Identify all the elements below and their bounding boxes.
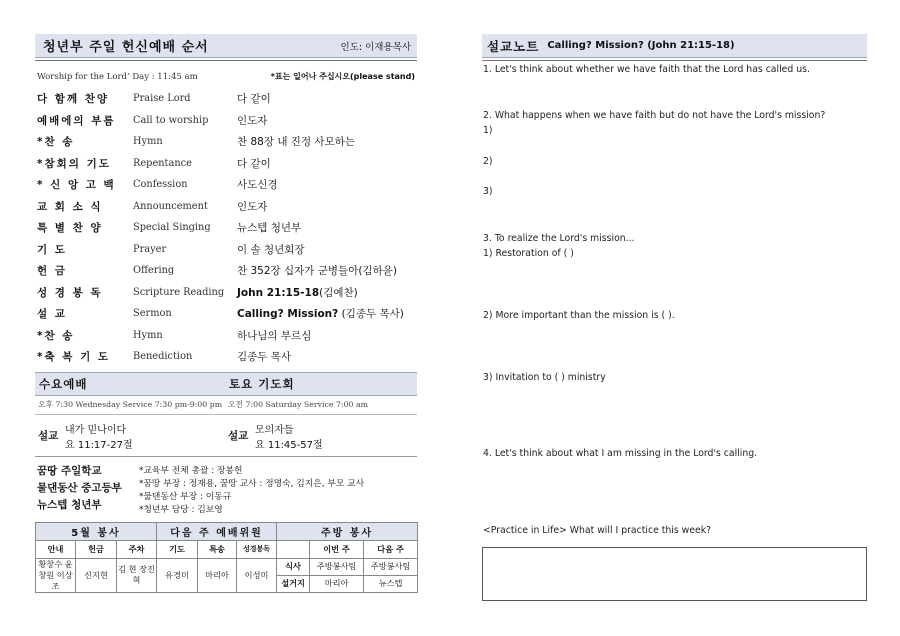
staff-line: *청년부 담당 : 김보영	[139, 504, 223, 515]
order-row: *찬 송 Hymn 찬 88장 내 진정 사모하는	[37, 136, 355, 149]
stand-note: *표는 일어나 주십시오(please stand)	[270, 72, 415, 81]
order-row: 예배에의 부름 Call to worship 인도자	[37, 114, 268, 127]
kitchen-service-header: 주방 봉사	[277, 522, 418, 540]
order-row: 다 함께 찬양 Praise Lord 다 같이	[37, 93, 271, 106]
reading-cell: 이성미	[237, 558, 277, 592]
departments	[35, 463, 417, 517]
order-title: 청년부 주일 헌신예배 순서	[43, 40, 209, 55]
practice-prompt: <Practice in Life> What will I practice this week?	[483, 525, 712, 536]
midweek-times	[35, 396, 417, 415]
question-3-item: 2) More important than the mission is ( ).	[483, 310, 675, 321]
staff-line: *교육부 전체 총괄 : 장봉헌	[139, 465, 243, 476]
question-4: 4. Let's think about what I am missing in the Lord's calling.	[483, 448, 758, 459]
practice-answer-box[interactable]	[482, 547, 867, 601]
notes-subtitle: Calling? Mission? (John 21:15-18)	[547, 40, 735, 51]
dept-name: 뉴스텝 청년부	[37, 498, 102, 511]
question-3-item: 3) Invitation to ( ) ministry	[483, 372, 606, 383]
guide-cell: 황창수 윤창원 이상조	[36, 558, 76, 592]
order-header	[35, 34, 417, 58]
sermon-notes-page	[482, 34, 867, 536]
special-cell: 마리아	[198, 558, 237, 592]
order-row: 설 교 Sermon Calling? Mission? (김종두 목사)	[37, 308, 404, 321]
wednesday-sermon: 설교 내가 믿나이다 요 11:17-27절	[38, 424, 133, 451]
order-row: 기 도 Prayer 이 솔 청년회장	[37, 243, 305, 256]
wednesday-time: 오후 7:30 Wednesday Service 7:30 pm-9:00 pm	[38, 400, 223, 409]
offering-cell: 신지현	[76, 558, 117, 592]
question-3-item: 1) Restoration of ( )	[483, 248, 574, 259]
question-2-item: 2)	[483, 156, 493, 167]
order-row: 특 별 찬 양 Special Singing 뉴스텝 청년부	[37, 222, 302, 235]
duty-table: 5월 봉사 다음 주 예배위원 주방 봉사 안내 헌금 주차 기도 특송 성경봉독 이번 주 다음 주 황창수 윤창원 이상조 신지현 김 현 장진혁 유경미 마리아 이성미 식사 주방봉사팀 주방봉사팀 설거지 마리아 뉴스텝	[35, 522, 418, 593]
question-2-item: 1)	[483, 125, 493, 136]
order-row: *찬 송 Hymn 하나님의 부르심	[37, 329, 312, 342]
saturday-sermon: 설교 모의자들 요 11:45-57절	[228, 424, 323, 451]
bulletin-order-page	[35, 34, 417, 593]
order-row: *참회의 기도 Repentance 다 같이	[37, 157, 271, 170]
question-2-item: 3)	[483, 186, 493, 197]
midweek-sermons	[35, 415, 417, 457]
next-week-committee-header: 다음 주 예배위원	[157, 522, 277, 540]
officiant: 인도: 이재용목사	[340, 41, 411, 53]
wednesday-title: 수요예배	[39, 376, 88, 391]
prayer-cell: 유경미	[157, 558, 198, 592]
worship-time: Worship for the Lord’ Day : 11:45 am	[37, 71, 198, 82]
dept-name: 꿈땅 주일학교	[37, 464, 102, 477]
may-service-header: 5월 봉사	[36, 522, 157, 540]
order-of-service	[35, 88, 417, 368]
question-1: 1. Let's think about whether we have faith that the Lord has called us.	[483, 64, 810, 75]
staff-line: *물댄동산 부장 : 이동규	[139, 491, 232, 502]
order-row: * 신 앙 고 백 Confession 사도신경	[37, 179, 278, 192]
order-row: 교 회 소 식 Announcement 인도자	[37, 200, 268, 213]
order-row: 헌 금 Offering 찬 352장 십자가 군병들아(김하윤)	[37, 265, 397, 278]
saturday-title: 토요 기도회	[229, 376, 295, 391]
question-2: 2. What happens when we have faith but do not have the Lord's mission?	[483, 110, 826, 121]
staff-line: *꿈땅 부장 : 정재용, 꿈땅 교사 : 정명숙, 김지은, 부모 교사	[139, 478, 365, 489]
sermon-notes-header	[482, 34, 867, 58]
worship-info	[35, 67, 417, 86]
dept-name: 물댄동산 중고등부	[37, 481, 122, 494]
notes-title: 설교노트	[487, 38, 540, 54]
question-3: 3. To realize the Lord's mission...	[483, 233, 635, 244]
saturday-time: 오전 7:00 Saturday Service 7:00 am	[228, 400, 368, 409]
midweek-services-header	[35, 372, 417, 396]
order-row: 성 경 봉 독 Scripture Reading John 21:15-18(김예찬)	[37, 286, 358, 299]
parking-cell: 김 현 장진혁	[117, 558, 157, 592]
order-row: *축 복 기 도 Benediction 김종두 목사	[37, 351, 292, 364]
